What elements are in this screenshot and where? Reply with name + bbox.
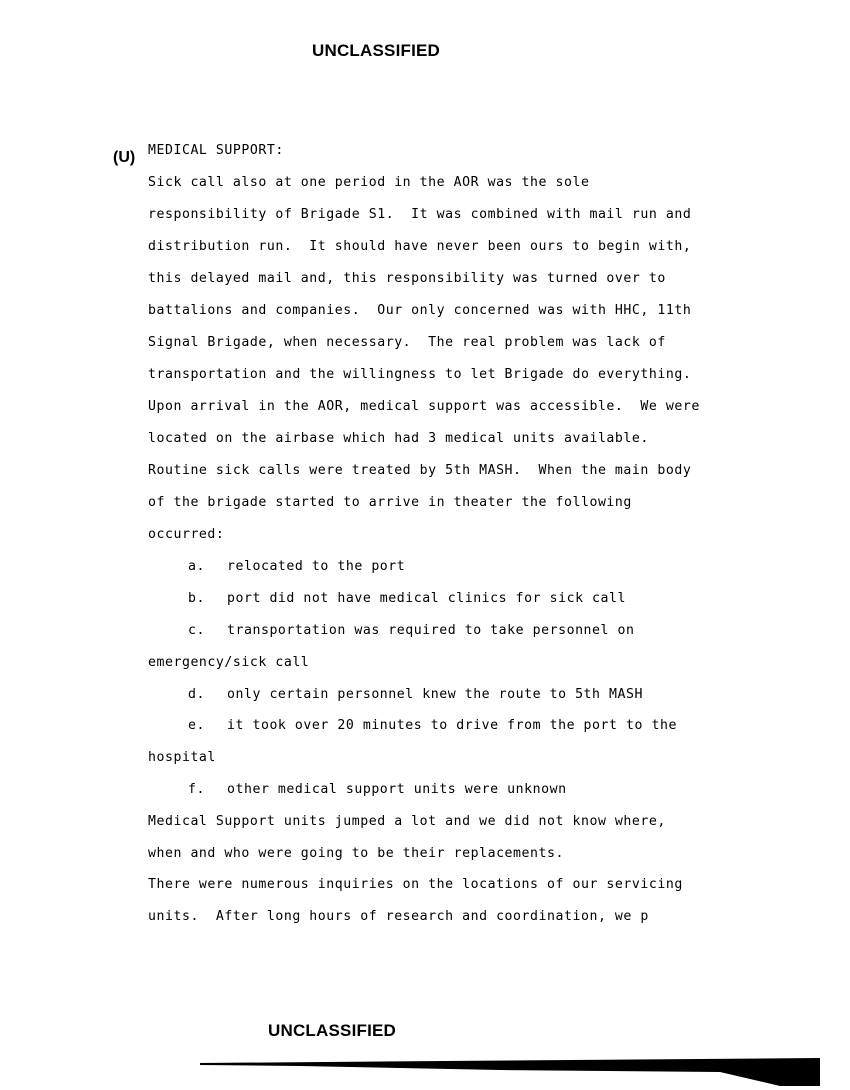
list-item-label: e. [188, 718, 205, 733]
classification-marking-top: UNCLASSIFIED [312, 41, 441, 60]
closing-line: units. After long hours of research and coordination, we p [148, 909, 649, 924]
list-item-label: c. [188, 623, 205, 638]
body-line: located on the airbase which had 3 medical units available. [148, 431, 649, 446]
body-line: battalions and companies. Our only concerned was with HHC, 11th [148, 303, 692, 318]
classification-marking-bottom: UNCLASSIFIED [268, 1021, 397, 1040]
body-line: responsibility of Brigade S1. It was combined with mail run and [148, 207, 692, 222]
body-line: Routine sick calls were treated by 5th MASH. When the main body [148, 463, 692, 478]
body-line: Upon arrival in the AOR, medical support was accessible. We were [148, 399, 700, 414]
list-item-continuation: emergency/sick call [148, 655, 310, 670]
closing-line: There were numerous inquiries on the locations of our servicing [148, 877, 683, 892]
list-item-text: port did not have medical clinics for sick call [227, 591, 627, 606]
body-line: distribution run. It should have never been ours to begin with, [148, 239, 692, 254]
list-item-label: a. [188, 559, 205, 574]
body-line: Sick call also at one period in the AOR was the sole [148, 175, 590, 190]
list-item-label: b. [188, 591, 205, 606]
list-item-text: relocated to the port [227, 559, 406, 574]
body-line: of the brigade started to arrive in theater the following [148, 495, 632, 510]
body-line: transportation and the willingness to let Brigade do everything. [148, 367, 692, 382]
scan-edge-bar [200, 1058, 820, 1086]
body-line: occurred: [148, 527, 225, 542]
section-heading: MEDICAL SUPPORT: [148, 143, 284, 158]
closing-line: when and who were going to be their replacements. [148, 846, 564, 861]
list-item-continuation: hospital [148, 750, 216, 765]
closing-line: Medical Support units jumped a lot and we did not know where, [148, 814, 666, 829]
list-item-text: it took over 20 minutes to drive from the port to the [227, 718, 677, 733]
list-item-text: other medical support units were unknown [227, 782, 567, 797]
list-item-text: transportation was required to take personnel on [227, 623, 635, 638]
portion-marking: (U) [113, 149, 136, 166]
list-item-label: d. [188, 687, 205, 702]
body-line: this delayed mail and, this responsibility was turned over to [148, 271, 666, 286]
list-item-label: f. [188, 782, 205, 797]
body-line: Signal Brigade, when necessary. The real problem was lack of [148, 335, 666, 350]
list-item-text: only certain personnel knew the route to 5th MASH [227, 687, 643, 702]
